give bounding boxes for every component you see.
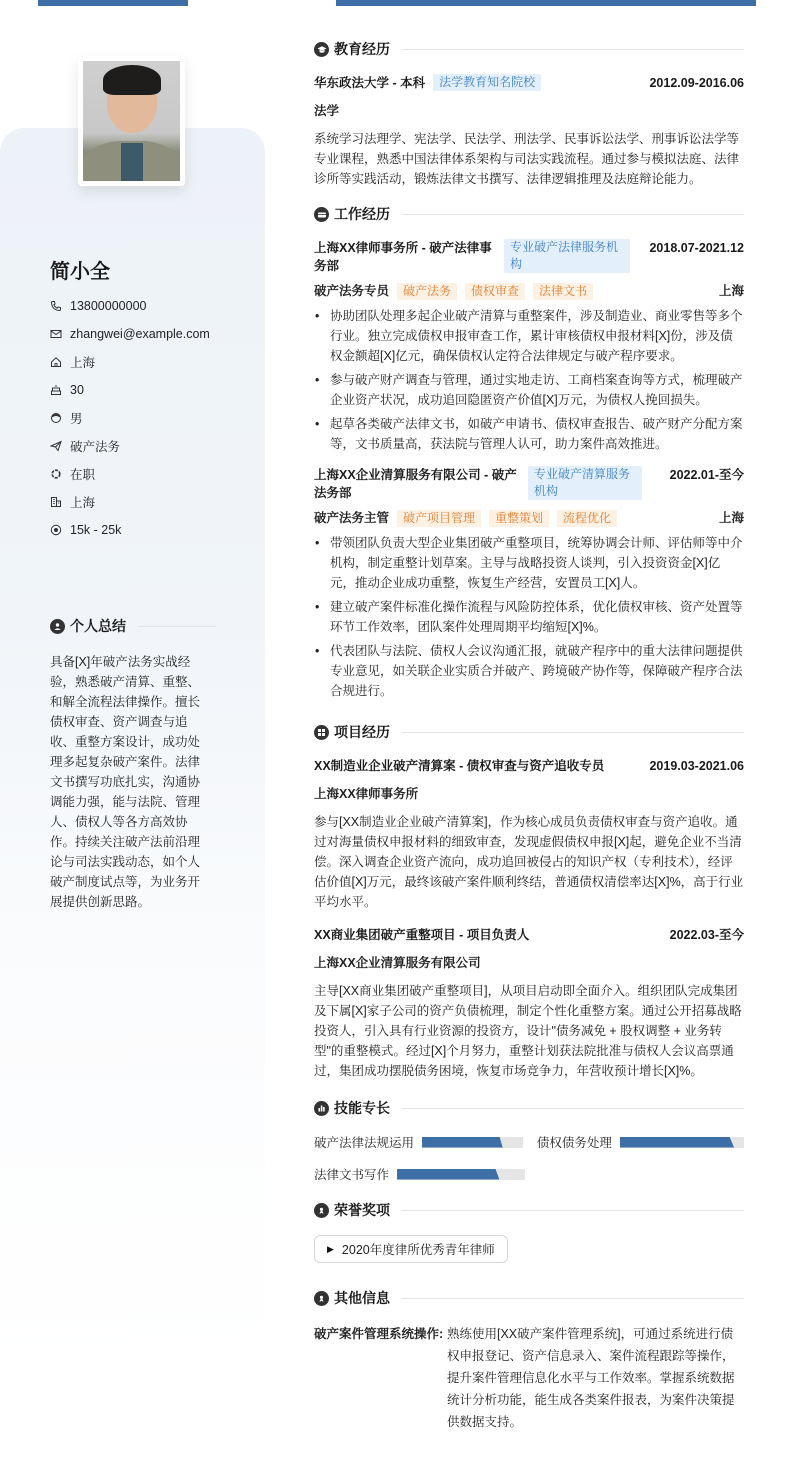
project-name: XX制造业企业破产清算案 - 债权审查与资产追收专员 (314, 759, 605, 773)
skill-tag: 破产法务 (397, 283, 457, 300)
info-status (50, 460, 210, 488)
project-entry (314, 926, 744, 1081)
header-accent-bar-right (336, 0, 756, 6)
skill-label: 债权债务处理 (536, 1136, 612, 1150)
skill-tag: 债权审查 (465, 283, 525, 300)
skill-tag: 破产项目管理 (397, 510, 481, 527)
send-icon (50, 440, 62, 452)
work-location: 上海 (718, 511, 744, 525)
graduation-cap-icon (314, 42, 329, 57)
work-entry-header (314, 466, 744, 502)
project-entry (314, 757, 744, 912)
work-date: 2018.07-2021.12 (649, 241, 744, 255)
skill-tag: 重整策划 (489, 510, 549, 527)
info-value: 男 (70, 412, 83, 426)
info-phone (50, 292, 210, 320)
profile-name: 简小全 (50, 261, 110, 283)
project-entry-header (314, 757, 744, 775)
skill-row (314, 1165, 744, 1183)
user-icon (50, 619, 65, 634)
skill-progress-fill (620, 1137, 734, 1148)
project-org-line (314, 954, 744, 972)
summary-section-header (50, 616, 216, 636)
company-name: 上海XX律师事务所 - 破产法律事务部 (314, 241, 492, 273)
awards-section-header (314, 1199, 744, 1221)
education-entry-header (314, 74, 744, 92)
skill-label: 破产法律法规运用 (314, 1136, 415, 1150)
company-tag: 专业破产清算服务机构 (528, 466, 642, 500)
info-value: 上海 (70, 356, 96, 370)
divider (402, 1108, 744, 1109)
salary-icon (50, 524, 62, 536)
skill-tag: 法律文书 (533, 283, 593, 300)
section-title: 项目经历 (334, 724, 390, 740)
divider (402, 1298, 744, 1299)
position: 破产法务主管 (314, 511, 390, 525)
other-info-text: 熟练使用[XX破产案件管理系统]，可通过系统进行债权申报登记、资产信息录入、案件流程跟踪等操作，提升案件管理信息化水平与工作效率。掌握系统数据统计分析功能，能生成各类案件报表，为案件决策提供数据支持。 (447, 1327, 735, 1429)
info-value: 15k - 25k (70, 523, 122, 537)
skill-row (314, 1133, 744, 1151)
school-tag: 法学教育知名院校 (433, 74, 541, 91)
briefcase-icon (314, 207, 329, 222)
info-value: 30 (70, 383, 84, 397)
info-location (50, 348, 210, 376)
projects-section-header (314, 721, 744, 743)
project-org: 上海XX律师事务所 (314, 787, 419, 801)
divider (138, 626, 216, 627)
award-label: 2020年度律所优秀青年律师 (341, 1243, 495, 1257)
info-value: 上海 (70, 496, 96, 510)
project-description: 参与[XX制造业企业破产清算案]，作为核心成员负责债权审查与资产追收。通过对海量债权申报材料的细致审查，发现虚假债权申报[X]起，避免企业不当清偿。深入调查企业资产流向，成功追回被侵占的知识产权（专利技术），经评估价值[X]万元，最终该破产案件顺利终结，普通债权清偿率达[X]%，高于行业平均水平。 (314, 815, 744, 909)
bullet-item: • 参与破产财产调查与管理，通过实地走访、工商档案查询等方式，梳理破产企业资产状况，成功追回隐匿资产价值[X]万元，为债权人挽回损失。 (315, 373, 743, 407)
status-icon (50, 468, 62, 480)
skill-tag: 流程优化 (557, 510, 617, 527)
other-info-label: 破产案件管理系统操作: (314, 1327, 444, 1341)
work-position-line (314, 282, 744, 300)
divider (402, 732, 744, 733)
work-entry (314, 466, 744, 701)
project-date: 2022.03-至今 (669, 928, 744, 942)
skill-progress-fill (397, 1169, 499, 1180)
company-name: 上海XX企业清算服务有限公司 - 破产法务部 (314, 468, 517, 500)
work-entry-header (314, 239, 744, 275)
section-title: 其他信息 (334, 1290, 390, 1306)
work-entry (314, 239, 744, 454)
project-org-line (314, 785, 744, 803)
phone-icon (50, 300, 62, 312)
avatar (78, 56, 185, 186)
divider (402, 214, 744, 215)
project-name: XX商业集团破产重整项目 - 项目负责人 (314, 928, 530, 942)
work-section-header (314, 203, 744, 225)
project-entry-header (314, 926, 744, 944)
section-title: 荣誉奖项 (334, 1202, 390, 1218)
skill-progress-bar (397, 1169, 525, 1180)
age-icon (50, 384, 62, 396)
company-tag: 专业破产法律服务机构 (504, 239, 630, 273)
work-bullets (314, 306, 744, 454)
skill-progress-fill (422, 1137, 503, 1148)
profile-photo (83, 61, 180, 181)
bullet-item: • 带领团队负责大型企业集团破产重整项目，统筹协调会计师、评估师等中介机构，制定重整计划草案。主导与战略投资人谈判，引入投资资金[X]亿元，推动企业成功重整，恢复生产经营，安置员工[X]人。 (315, 536, 743, 590)
info-salary (50, 516, 210, 544)
gender-icon (50, 412, 62, 424)
project-org: 上海XX企业清算服务有限公司 (314, 956, 481, 970)
major: 法学 (314, 104, 340, 118)
info-value: 在职 (70, 468, 96, 482)
divider (402, 1210, 744, 1211)
education-date: 2012.09-2016.06 (649, 76, 744, 90)
work-date: 2022.01-至今 (669, 468, 744, 482)
skill-progress-bar (620, 1137, 744, 1148)
work-position-line (314, 509, 744, 527)
award-icon (314, 1203, 329, 1218)
main-content (314, 38, 744, 1433)
project-description: 主导[XX商业集团破产重整项目]，从项目启动即全面介入。组织团队完成集团及下属[X]家子公司的资产负债梳理，制定个性化重整方案。通过公开招募战略投资人，引入具有行业资源的投资方，设计"债务减免 + 股权调整 + 业务转型"的重整模式。经过[X]个月努力，重整计划获法院批准与债权人会议高票通过，集团成功摆脱债务困境，恢复市场竞争力，年营收预计增长[X]%。 (314, 984, 742, 1078)
info-age (50, 376, 210, 404)
info-email (50, 320, 210, 348)
school-name: 华东政法大学 - 本科 (314, 76, 426, 90)
divider (402, 49, 744, 50)
info-value: zhangwei@example.com (70, 327, 210, 341)
skill-progress-bar (422, 1137, 523, 1148)
skill-label: 法律文书写作 (314, 1168, 390, 1182)
section-title: 技能专长 (334, 1100, 390, 1116)
info-gender (50, 404, 210, 432)
award-item[interactable] (314, 1235, 508, 1263)
home-icon (50, 356, 62, 368)
section-title: 个人总结 (70, 618, 126, 634)
education-major-line (314, 102, 744, 120)
education-description: 系统学习法理学、宪法学、民法学、刑法学、民事诉讼法学、刑事诉讼法学等专业课程，熟悉中国法律体系架构与司法实践流程。通过参与模拟法庭、法律诊所等实践活动，锻炼法律文书撰写、法律逻辑推理及法庭辩论能力。 (314, 132, 740, 186)
summary-text: 具备[X]年破产法务实战经验，熟悉破产清算、重整、和解全流程法律操作。擅长债权审查、资产调查与追收、重整方案设计，成功处理多起复杂破产案件。法律文书撰写功底扎实，沟通协调能力强，能与法院、管理人、债权人等各方高效协作。持续关注破产法前沿理论与司法实践动态，如个人破产制度试点等，为业务开展提供创新思路。 (50, 655, 201, 909)
work-bullets (314, 533, 744, 701)
position: 破产法务专员 (314, 284, 390, 298)
header-accent-bar-left (38, 0, 188, 6)
bar-chart-icon (314, 1101, 329, 1116)
work-location: 上海 (718, 284, 744, 298)
skills-section-header (314, 1097, 744, 1119)
info-job-intent (50, 432, 210, 460)
bullet-item: • 代表团队与法院、债权人会议沟通汇报，就破产程序中的重大法律问题提供专业意见，如关联企业实质合并破产、跨境破产协作等，保障破产程序合法合规进行。 (315, 644, 743, 698)
grid-icon (314, 725, 329, 740)
play-triangle-icon: ▶ (327, 1243, 334, 1254)
project-date: 2019.03-2021.06 (649, 759, 744, 773)
section-title: 教育经历 (334, 41, 390, 57)
education-section-header (314, 38, 744, 60)
bullet-item: • 建立破产案件标准化操作流程与风险防控体系，优化债权审核、资产处置等环节工作效率，团队案件处理周期平均缩短[X]%。 (315, 600, 743, 634)
contact-info-list (50, 292, 210, 544)
info-value: 13800000000 (70, 299, 147, 313)
other-section-header (314, 1287, 744, 1309)
building-icon (50, 496, 62, 508)
info-icon (314, 1291, 329, 1306)
bullet-item: • 起草各类破产法律文书，如破产申请书、债权审查报告、破产财产分配方案等，文书质量高，获法院与管理人认可，助力案件高效推进。 (315, 417, 743, 451)
section-title: 工作经历 (334, 206, 390, 222)
info-value: 破产法务 (70, 440, 121, 454)
bullet-item: • 协助团队处理多起企业破产清算与重整案件，涉及制造业、商业零售等多个行业。独立完成债权申报审查工作，累计审核债权申报材料[X]份，涉及债权金额超[X]亿元，确保债权认定符合法律规定与破产程序要求。 (315, 309, 743, 363)
info-city (50, 488, 210, 516)
mail-icon (50, 328, 62, 340)
other-info-row (314, 1323, 744, 1433)
